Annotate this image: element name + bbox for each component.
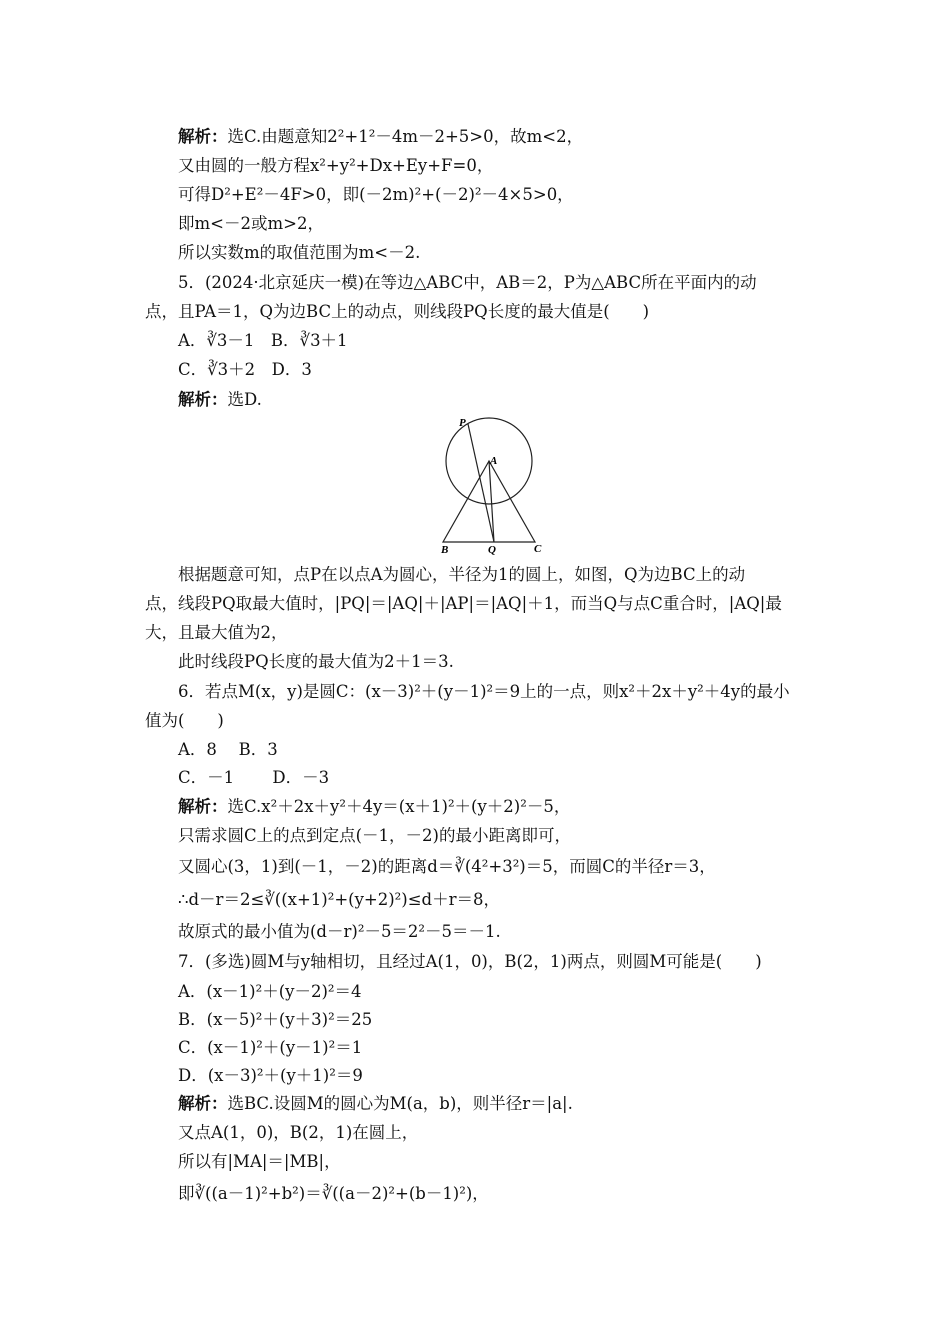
geometry-figure	[430, 412, 550, 557]
question-7-line-1: 7．(多选)圆M与y轴相切，且经过A(1，0)，B(2，1)两点，则圆M可能是( )	[178, 952, 762, 971]
question-7-option-d: D．(x－3)²＋(y＋1)²＝9	[178, 1066, 363, 1085]
solution-6-line-1: 解析：选C.x²＋2x＋y²＋4y＝(x＋1)²＋(y＋2)²－5，	[178, 797, 571, 816]
solution-5-line-4: 此时线段PQ长度的最大值为2＋1＝3.	[178, 652, 454, 671]
label-p: P	[459, 417, 466, 429]
solution-5-line-1: 根据题意可知，点P在以点A为圆心，半径为1的圆上，如图，Q为边BC上的动	[178, 565, 746, 584]
solution-5-line-3: 大，且最大值为2，	[145, 623, 288, 642]
solution-4-line-5: 所以实数m的取值范围为m<－2.	[178, 243, 421, 262]
figure-triangle	[443, 461, 535, 542]
question-7-option-b: B．(x－5)²＋(y＋3)²＝25	[178, 1010, 373, 1029]
solution-6-line-5: 故原式的最小值为(d－r)²－5＝2²－5＝－1.	[178, 922, 501, 941]
solution-7-line-3: 所以有|MA|＝|MB|，	[178, 1152, 341, 1171]
solution-5-line-2: 点，线段PQ取最大值时，|PQ|＝|AQ|＋|AP|＝|AQ|＋1，而当Q与点C重合时，|AQ|最	[145, 594, 782, 613]
label-c: C	[534, 543, 542, 555]
solution-6-line-4: ∴d－r＝2≤∛((x+1)²+(y+2)²)≤d＋r＝8，	[178, 890, 501, 909]
solution-4-line-4: 即m<－2或m>2，	[178, 214, 324, 233]
label-b: B	[441, 544, 449, 556]
solution-7-line-4: 即∛((a－1)²+b²)＝∛((a－2)²+(b－1)²)，	[178, 1184, 489, 1203]
solution-7-line-2: 又点A(1，0)，B(2，1)在圆上，	[178, 1123, 419, 1142]
question-5-options-ab: A．∛3－1 B．∛3＋1	[178, 331, 348, 350]
solution-6-line-2: 只需求圆C上的点到定点(－1，－2)的最小距离即可，	[178, 826, 571, 845]
solution-4-line-1: 解析：选C.由题意知2²+1²－4m－2+5>0，故m<2，	[178, 127, 584, 146]
question-5-options-cd: C．∛3＋2 D．3	[178, 360, 312, 379]
solution-4-line-2: 又由圆的一般方程x²+y²+Dx+Ey+F=0，	[178, 156, 494, 175]
solution-4-line-3: 可得D²+E²－4F>0，即(－2m)²+(－2)²－4×5>0，	[178, 185, 574, 204]
question-6-line-2: 值为( )	[145, 711, 224, 730]
solution-6-line-3: 又圆心(3，1)到(－1，－2)的距离d＝∛(4²+3²)＝5，而圆C的半径r＝3，	[178, 857, 716, 876]
label-a: A	[490, 455, 498, 467]
question-5-solution-label: 解析：选D.	[178, 390, 262, 409]
question-6-options-ab: A．8 B．3	[178, 740, 278, 759]
label-q: Q	[488, 544, 496, 556]
question-5-line-2: 点，且PA＝1，Q为边BC上的动点，则线段PQ长度的最大值是( )	[145, 302, 650, 321]
question-5-line-1: 5．(2024·北京延庆一模)在等边△ABC中，AB＝2，P为△ABC所在平面内的动	[178, 273, 757, 292]
solution-7-line-1: 解析：选BC.设圆M的圆心为M(a，b)，则半径r＝|a|.	[178, 1094, 573, 1113]
question-7-option-c: C．(x－1)²＋(y－1)²＝1	[178, 1038, 363, 1057]
question-6-options-cd: C．－1 D．－3	[178, 768, 330, 787]
question-6-line-1: 6．若点M(x，y)是圆C：(x－3)²＋(y－1)²＝9上的一点，则x²＋2x＋y²＋4y的最小	[178, 682, 790, 701]
question-7-option-a: A．(x－1)²＋(y－2)²＝4	[178, 982, 362, 1001]
